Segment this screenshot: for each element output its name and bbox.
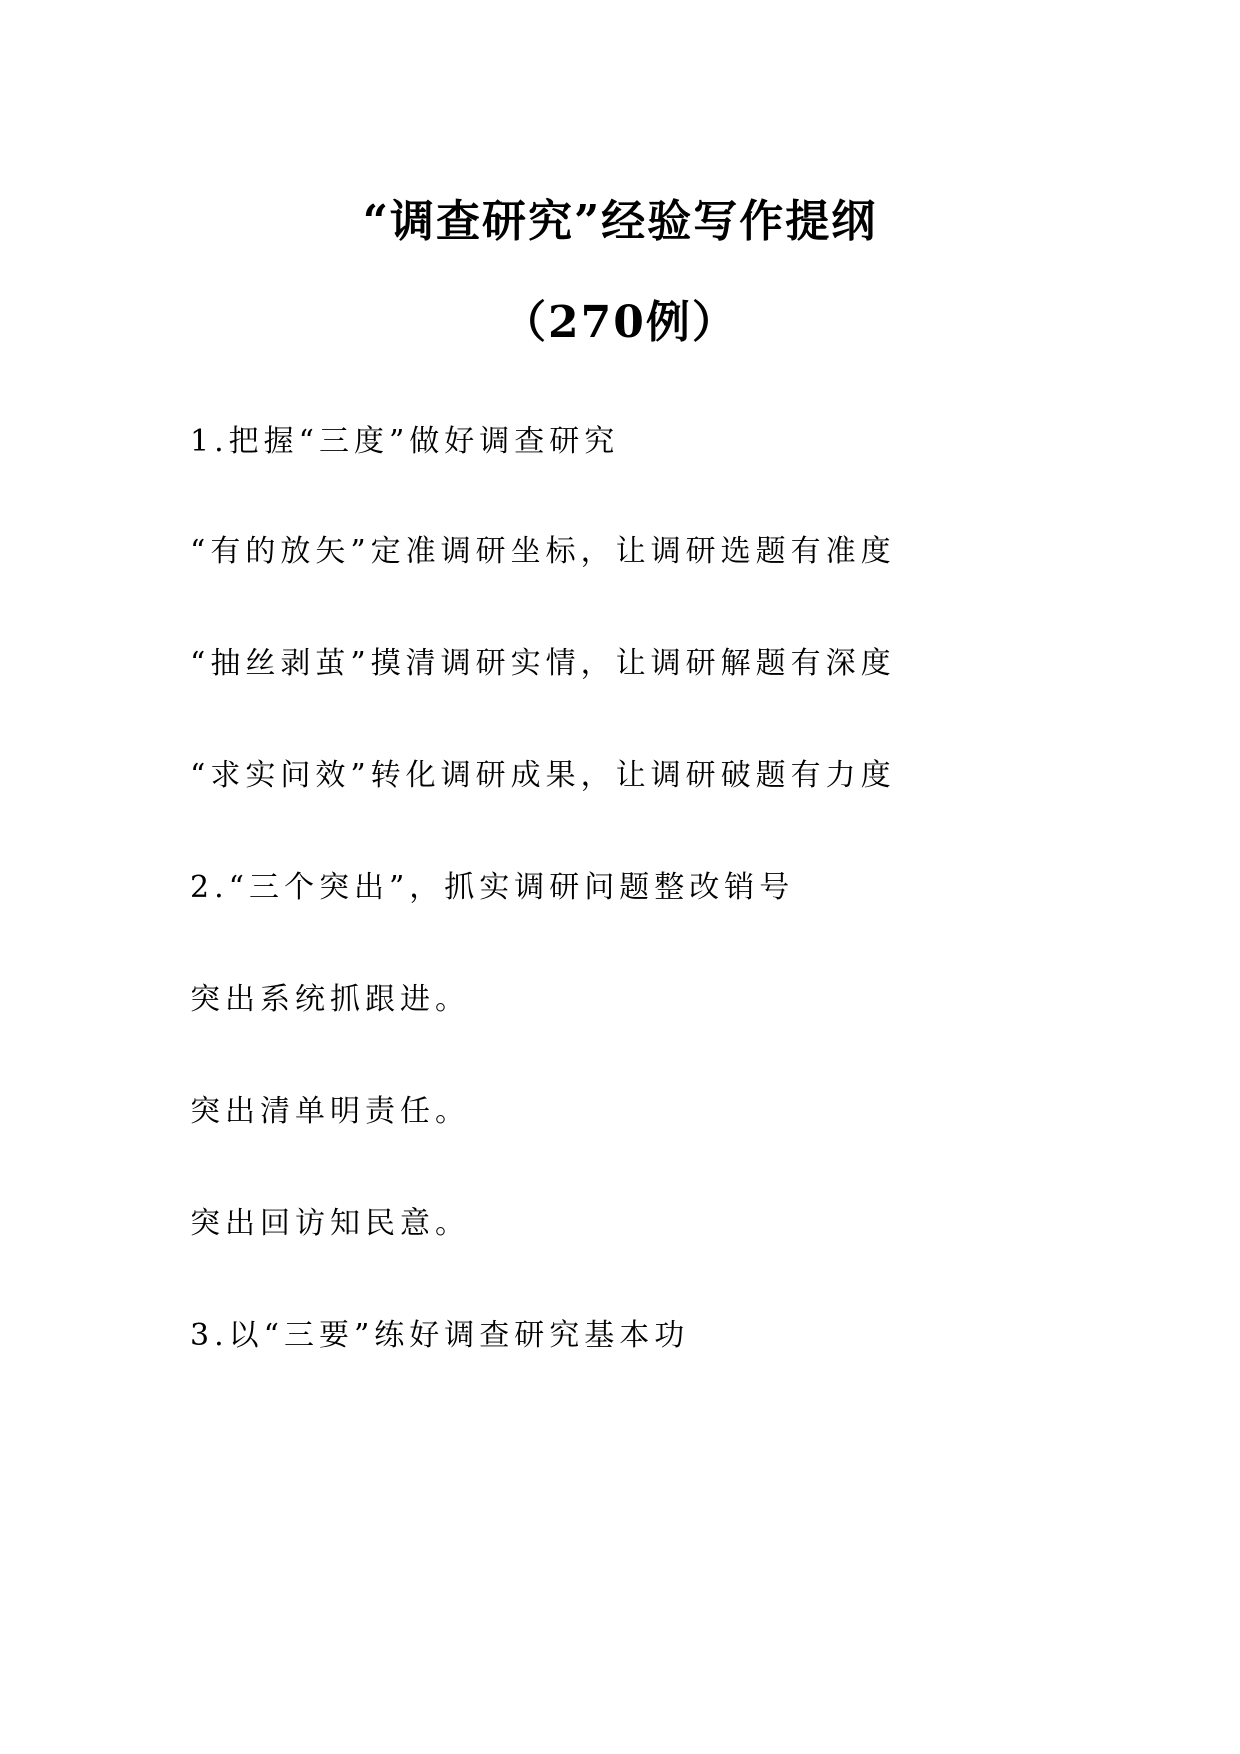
outline-heading-3: 3.以“三要”练好调查研究基本功 [190,1318,690,1353]
outline-item: 突出系统抓跟进。 [190,982,470,1017]
document-title: “调查研究”经验写作提纲 [362,196,878,247]
outline-heading-2: 2.“三个突出”，抓实调研问题整改销号 [190,870,795,905]
outline-item: 突出回访知民意。 [190,1206,470,1241]
outline-heading-1: 1.把握“三度”做好调查研究 [190,424,620,459]
document-subtitle: （270例） [502,297,738,348]
outline-item: “求实问效”转化调研成果，让调研破题有力度 [190,758,896,793]
outline-item: “有的放矢”定准调研坐标，让调研选题有准度 [190,534,896,569]
outline-item: “抽丝剥茧”摸清调研实情，让调研解题有深度 [190,646,896,681]
outline-item: 突出清单明责任。 [190,1094,470,1129]
